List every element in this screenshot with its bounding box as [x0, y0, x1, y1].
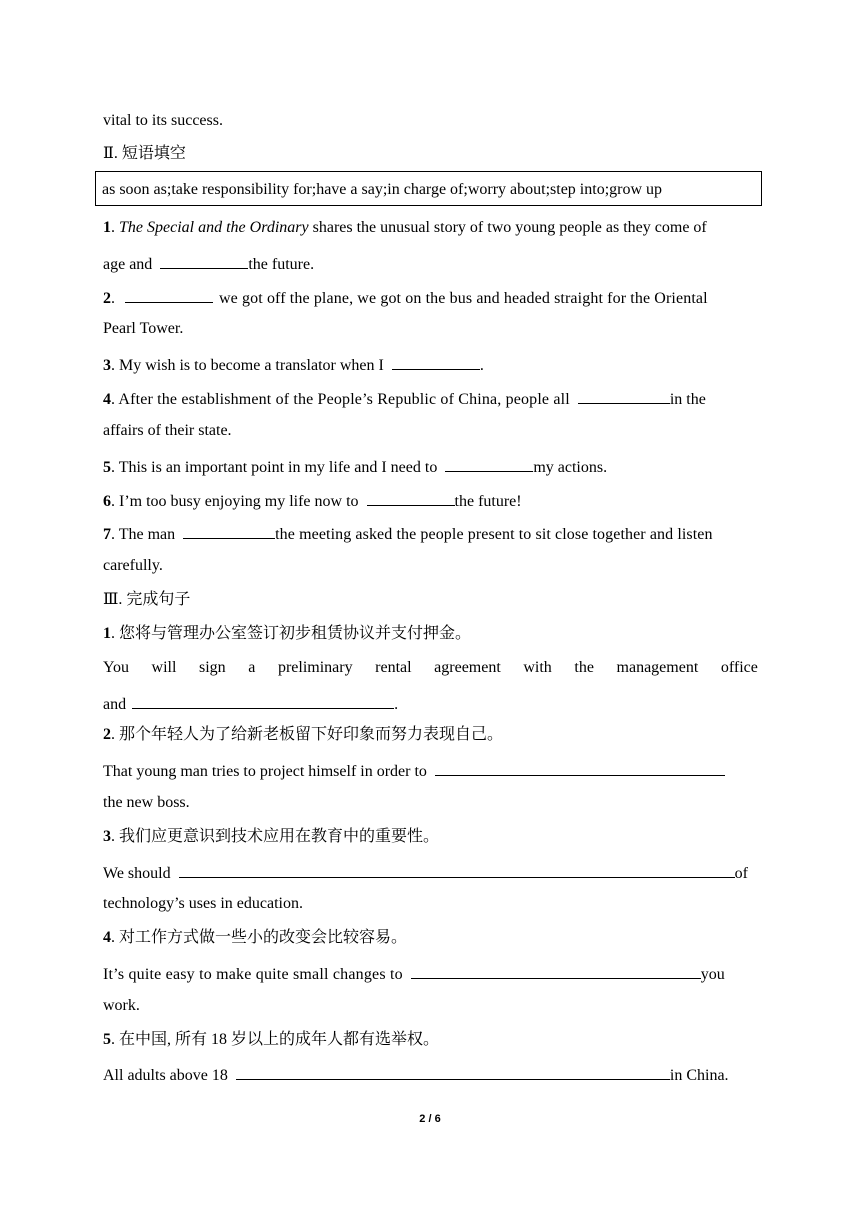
item-text: the meeting asked the people present to sit close together and listen: [275, 526, 713, 543]
phrase-box-text: as soon as;take responsibility for;have a say;in charge of;worry about;step into;grow up: [102, 181, 663, 198]
answer-blank[interactable]: [578, 387, 670, 404]
item-text: All adults above 18: [103, 1067, 228, 1084]
item-number: 2: [103, 726, 111, 743]
answer-blank[interactable]: [392, 353, 480, 370]
item-text: .: [394, 696, 399, 713]
s2-item-4-line1: [103, 387, 758, 410]
item-text: . 在中国, 所有 18 岁以上的成年人都有选举权。: [111, 1031, 440, 1048]
item-text: . This is an important point in my life and I need to: [111, 459, 438, 476]
item-text: .: [479, 357, 484, 374]
answer-blank[interactable]: [179, 861, 735, 878]
word: agreement: [434, 659, 501, 676]
item-number: 7: [103, 526, 111, 543]
s3-item-4-cn: [103, 928, 758, 948]
item-text: the future.: [248, 256, 315, 273]
word: You: [103, 659, 129, 676]
item-text: and: [103, 696, 127, 713]
word: with: [523, 659, 552, 676]
book-title: The Special and the Ordinary: [119, 219, 309, 236]
s2-item-3: [103, 353, 758, 376]
s2-item-2-line2: Pearl Tower.: [103, 320, 184, 337]
answer-blank[interactable]: [445, 455, 533, 472]
word: the: [574, 659, 594, 676]
item-number: 1: [103, 625, 111, 642]
section-2-heading: Ⅱ. 短语填空: [103, 145, 186, 162]
word: a: [248, 659, 256, 676]
item-text: . After the establishment of the People’s Republic of China, people all: [111, 391, 570, 408]
answer-blank[interactable]: [411, 962, 701, 979]
s3-item-1-en2: [103, 692, 758, 715]
item-number: 5: [103, 1031, 111, 1048]
answer-blank[interactable]: [183, 522, 275, 539]
item-text: you: [700, 966, 725, 983]
item-text: in China.: [669, 1067, 729, 1084]
item-number: 4: [103, 391, 111, 408]
answer-blank[interactable]: [435, 759, 725, 776]
item-text: It’s quite easy to make quite small changes to: [103, 966, 403, 983]
word: sign: [199, 659, 226, 676]
answer-blank[interactable]: [132, 692, 394, 709]
s2-item-5: [103, 455, 758, 478]
s3-item-1-cn: [103, 624, 758, 644]
item-text: the future!: [454, 493, 522, 510]
answer-blank[interactable]: [367, 489, 455, 506]
item-number: 5: [103, 459, 111, 476]
s2-item-7-line1: [103, 522, 758, 545]
s3-item-4-en1: [103, 962, 758, 985]
s2-item-1-line1: 1. The Special and the Ordinary shares the unusual story of two young people as they come of: [103, 219, 707, 236]
s2-item-2-line1: 2. we got off the plane, we got on the bus and headed straight for the Oriental: [103, 286, 758, 309]
item-text: . 您将与管理办公室签订初步租赁协议并支付押金。: [111, 625, 472, 642]
word: rental: [375, 659, 412, 676]
item-text: . I’m too busy enjoying my life now to: [111, 493, 359, 510]
s3-item-5-cn: [103, 1030, 758, 1050]
s3-item-5-en1: [103, 1063, 758, 1086]
item-text: we got off the plane, we got on the bus and headed straight for the Oriental: [219, 290, 708, 307]
word: preliminary: [277, 659, 353, 676]
item-number: 6: [103, 493, 111, 510]
answer-blank[interactable]: [125, 286, 213, 303]
s3-item-2-cn: [103, 725, 758, 745]
item-text: . 那个年轻人为了给新老板留下好印象而努力表现自己。: [111, 726, 504, 743]
s3-item-1-en1: [103, 658, 758, 678]
s3-item-2-en1: [103, 759, 758, 782]
word: office: [720, 659, 758, 676]
item-number: 3: [103, 357, 111, 374]
answer-blank[interactable]: [160, 252, 248, 269]
item-text: . 对工作方式做一些小的改变会比较容易。: [111, 929, 408, 946]
word: will: [151, 659, 177, 676]
answer-blank[interactable]: [236, 1063, 670, 1080]
s2-item-1-line2: [103, 252, 758, 275]
item-text: . 我们应更意识到技术应用在教育中的重要性。: [111, 828, 440, 845]
page-number: 2 / 6: [419, 1113, 441, 1125]
phrase-box: [95, 171, 762, 206]
continuation-text: vital to its success.: [103, 112, 223, 129]
item-number: 4: [103, 929, 111, 946]
item-text: shares the unusual story of two young people as they come of: [308, 219, 707, 236]
item-text: That young man tries to project himself in order to: [103, 763, 427, 780]
item-text: of: [734, 865, 748, 882]
s3-item-4-en2: work.: [103, 997, 140, 1014]
item-number: 2: [103, 290, 111, 307]
item-text: in the: [669, 391, 706, 408]
s3-item-3-en2: technology’s uses in education.: [103, 895, 303, 912]
s3-item-3-cn: [103, 827, 758, 847]
item-number: 1: [103, 219, 111, 236]
item-text: . The man: [111, 526, 176, 543]
item-text: We should: [103, 865, 171, 882]
item-number: 3: [103, 828, 111, 845]
item-text: . My wish is to become a translator when I: [111, 357, 384, 374]
item-text: my actions.: [533, 459, 608, 476]
s2-item-6: [103, 489, 758, 512]
item-text: age and: [103, 256, 153, 273]
section-3-heading: Ⅲ. 完成句子: [103, 591, 191, 608]
s2-item-7-line2: carefully.: [103, 557, 163, 574]
s2-item-4-line2: affairs of their state.: [103, 422, 232, 439]
word: management: [616, 659, 699, 676]
s3-item-2-en2: the new boss.: [103, 794, 190, 811]
s3-item-3-en1: [103, 861, 758, 884]
